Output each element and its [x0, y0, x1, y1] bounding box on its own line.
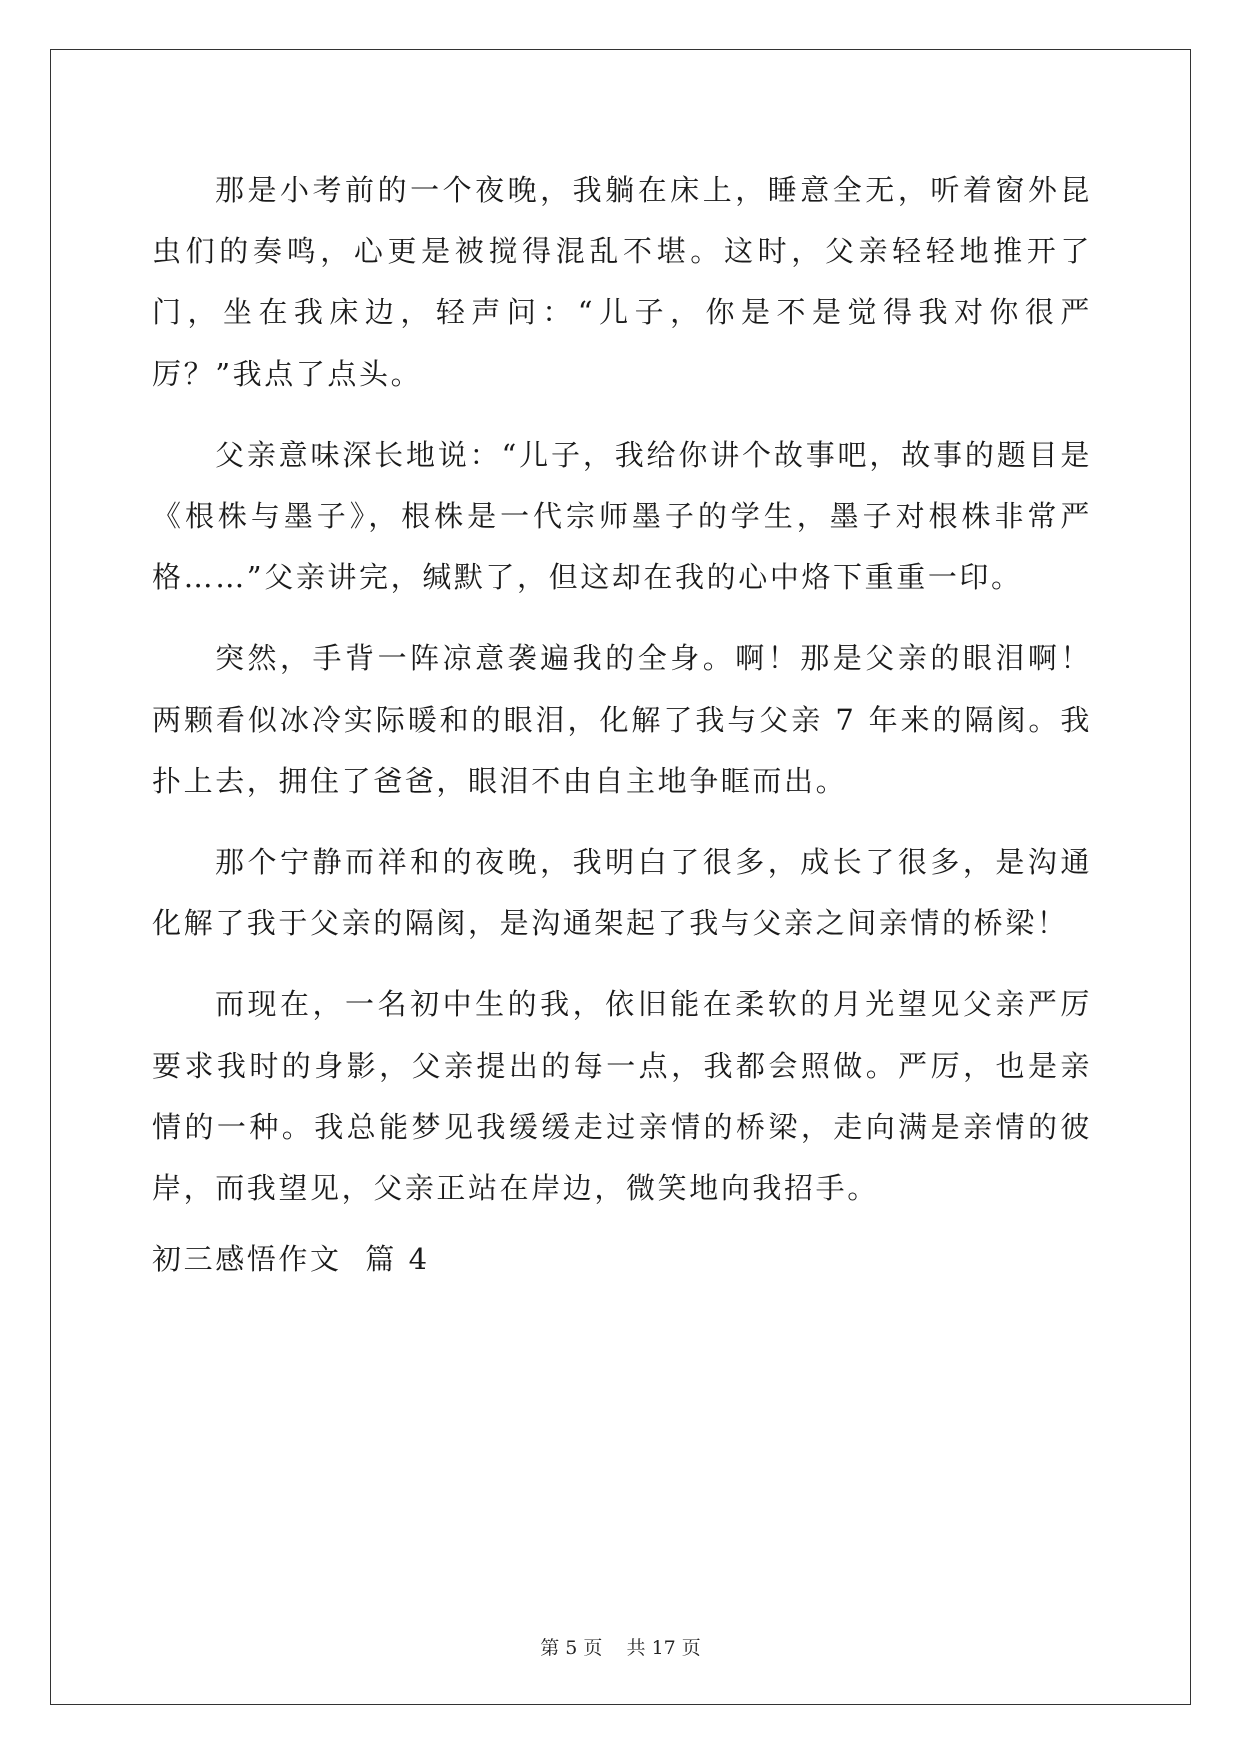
paragraph-1: 那是小考前的一个夜晚，我躺在床上，睡意全无，听着窗外昆虫们的奏鸣，心更是被搅得混乱不堪。这时，父亲轻轻地推开了门，坐在我床边，轻声问：“儿子，你是不是觉得我对你很严厉？”我点了点头。	[152, 173, 1092, 391]
section-heading: 初三感悟作文 篇 4	[152, 1242, 430, 1277]
page-total: 共 17 页	[626, 1637, 701, 1659]
paragraph-3: 突然，手背一阵凉意袭遍我的全身。啊！那是父亲的眼泪啊！两颗看似冰冷实际暖和的眼泪，化解了我与父亲 7 年来的隔阂。我扑上去，拥住了爸爸，眼泪不由自主地争眶而出。	[152, 641, 1092, 798]
paragraph-5: 而现在，一名初中生的我，依旧能在柔软的月光望见父亲严厉要求我时的身影，父亲提出的每一点，我都会照做。严厉，也是亲情的一种。我总能梦见我缓缓走过亲情的桥梁，走向满是亲情的彼岸，而我望见，父亲正站在岸边，微笑地向我招手。	[152, 987, 1092, 1206]
page-number: 第 5 页	[540, 1637, 603, 1659]
paragraph-2: 父亲意味深长地说：“儿子，我给你讲个故事吧，故事的题目是《根株与墨子》，根株是一代宗师墨子的学生，墨子对根株非常严格……”父亲讲完，缄默了，但这却在我的心中烙下重重一印。	[152, 437, 1092, 595]
document-body	[152, 160, 1092, 1290]
page-footer	[0, 1636, 1241, 1660]
paragraph-4: 那个宁静而祥和的夜晚，我明白了很多，成长了很多，是沟通化解了我于父亲的隔阂，是沟通架起了我与父亲之间亲情的桥梁！	[152, 845, 1092, 941]
